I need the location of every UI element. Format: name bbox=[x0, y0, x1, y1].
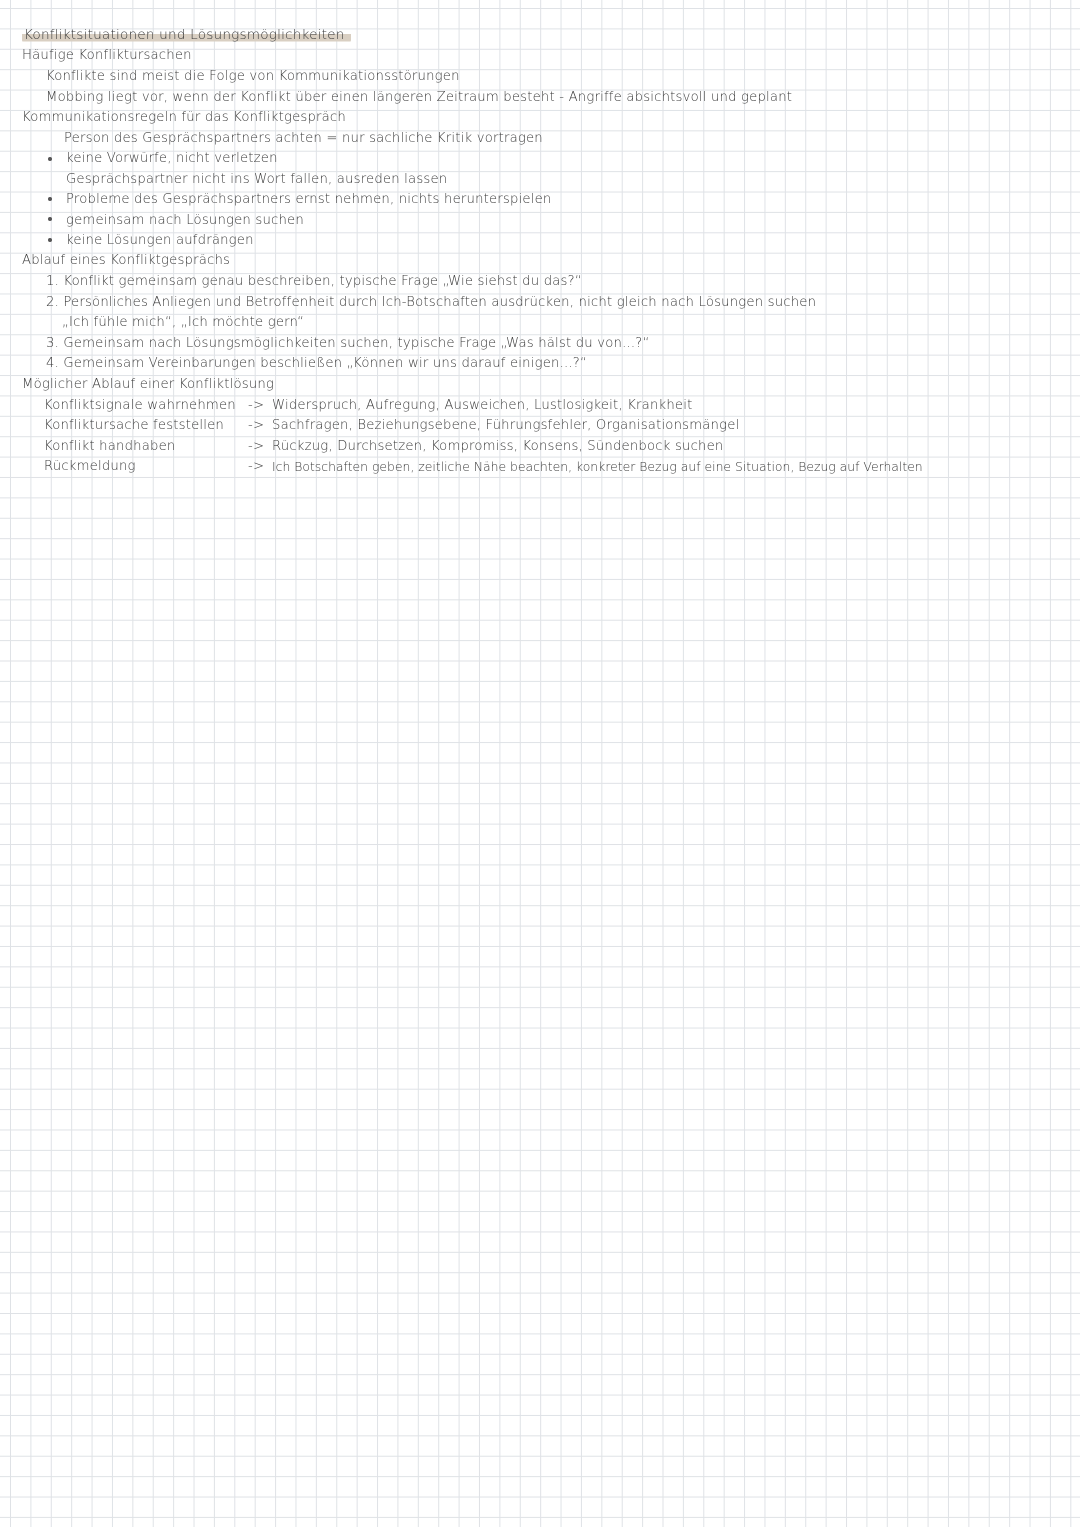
resolution-detail: Sachfragen, Beziehungsebene, Führungsfehler, Organisationsmängel bbox=[272, 418, 740, 433]
causes-line: Konflikte sind meist die Folge von Kommunikationsstörungen bbox=[46, 69, 460, 84]
rule-item: gemeinsam nach Lösungen suchen bbox=[66, 213, 304, 228]
resolution-detail: Widerspruch, Aufregung, Ausweichen, Lustlosigkeit, Krankheit bbox=[272, 398, 693, 413]
rule-item: keine Vorwürfe, nicht verletzen bbox=[66, 151, 278, 166]
page-title bbox=[22, 26, 351, 44]
process-step: 1. Konflikt gemeinsam genau beschreiben, typische Frage „Wie siehst du das?“ bbox=[46, 274, 582, 289]
rule-item: Gesprächspartner nicht ins Wort fallen, ausreden lassen bbox=[66, 172, 448, 187]
arrow-icon: -> bbox=[248, 418, 265, 433]
bullet-icon bbox=[48, 217, 52, 221]
rule-item: keine Lösungen aufdrängen bbox=[66, 233, 254, 248]
bullet-icon bbox=[48, 157, 52, 161]
arrow-icon: -> bbox=[248, 439, 265, 454]
title-highlight: Konfliktsituationen und Lösungsmöglichkeiten bbox=[22, 27, 351, 43]
bullet-icon bbox=[48, 238, 52, 242]
heading-process: Ablauf eines Konfliktgesprächs bbox=[22, 253, 231, 268]
arrow-icon: -> bbox=[248, 459, 265, 474]
rule-item: Person des Gesprächspartners achten = nur sachliche Kritik vortragen bbox=[64, 131, 543, 146]
resolution-term: Rückmeldung bbox=[44, 459, 136, 474]
process-step: 3. Gemeinsam nach Lösungsmöglichkeiten suchen, typische Frage „Was hälst du von...?“ bbox=[46, 336, 650, 351]
resolution-detail: Ich Botschaften geben, zeitliche Nähe beachten, konkreter Bezug auf eine Situation, Bezug auf Verhalten bbox=[272, 459, 923, 474]
heading-resolution: Möglicher Ablauf einer Konfliktlösung bbox=[22, 377, 275, 392]
heading-causes: Häufige Konfliktursachen bbox=[22, 48, 192, 63]
process-step: 2. Persönliches Anliegen und Betroffenheit durch Ich-Botschaften ausdrücken, nicht gleich nach Lösungen suchen bbox=[46, 295, 817, 310]
process-step-example: „Ich fühle mich“, „Ich möchte gern“ bbox=[62, 315, 305, 330]
rule-item: Probleme des Gesprächspartners ernst nehmen, nichts herunterspielen bbox=[66, 192, 552, 207]
resolution-detail: Rückzug, Durchsetzen, Kompromiss, Konsens, Sündenbock suchen bbox=[272, 439, 724, 454]
heading-rules: Kommunikationsregeln für das Konfliktgespräch bbox=[22, 110, 346, 125]
resolution-term: Konfliktursache feststellen bbox=[44, 418, 224, 433]
causes-line: Mobbing liegt vor, wenn der Konflikt über einen längeren Zeitraum besteht - Angriffe absichtsvoll und geplant bbox=[46, 90, 793, 105]
resolution-term: Konflikt handhaben bbox=[44, 439, 176, 454]
bullet-icon bbox=[48, 197, 52, 201]
process-step: 4. Gemeinsam Vereinbarungen beschließen „Können wir uns darauf einigen...?“ bbox=[46, 356, 587, 371]
arrow-icon: -> bbox=[248, 398, 265, 413]
resolution-term: Konfliktsignale wahrnehmen bbox=[44, 398, 236, 413]
